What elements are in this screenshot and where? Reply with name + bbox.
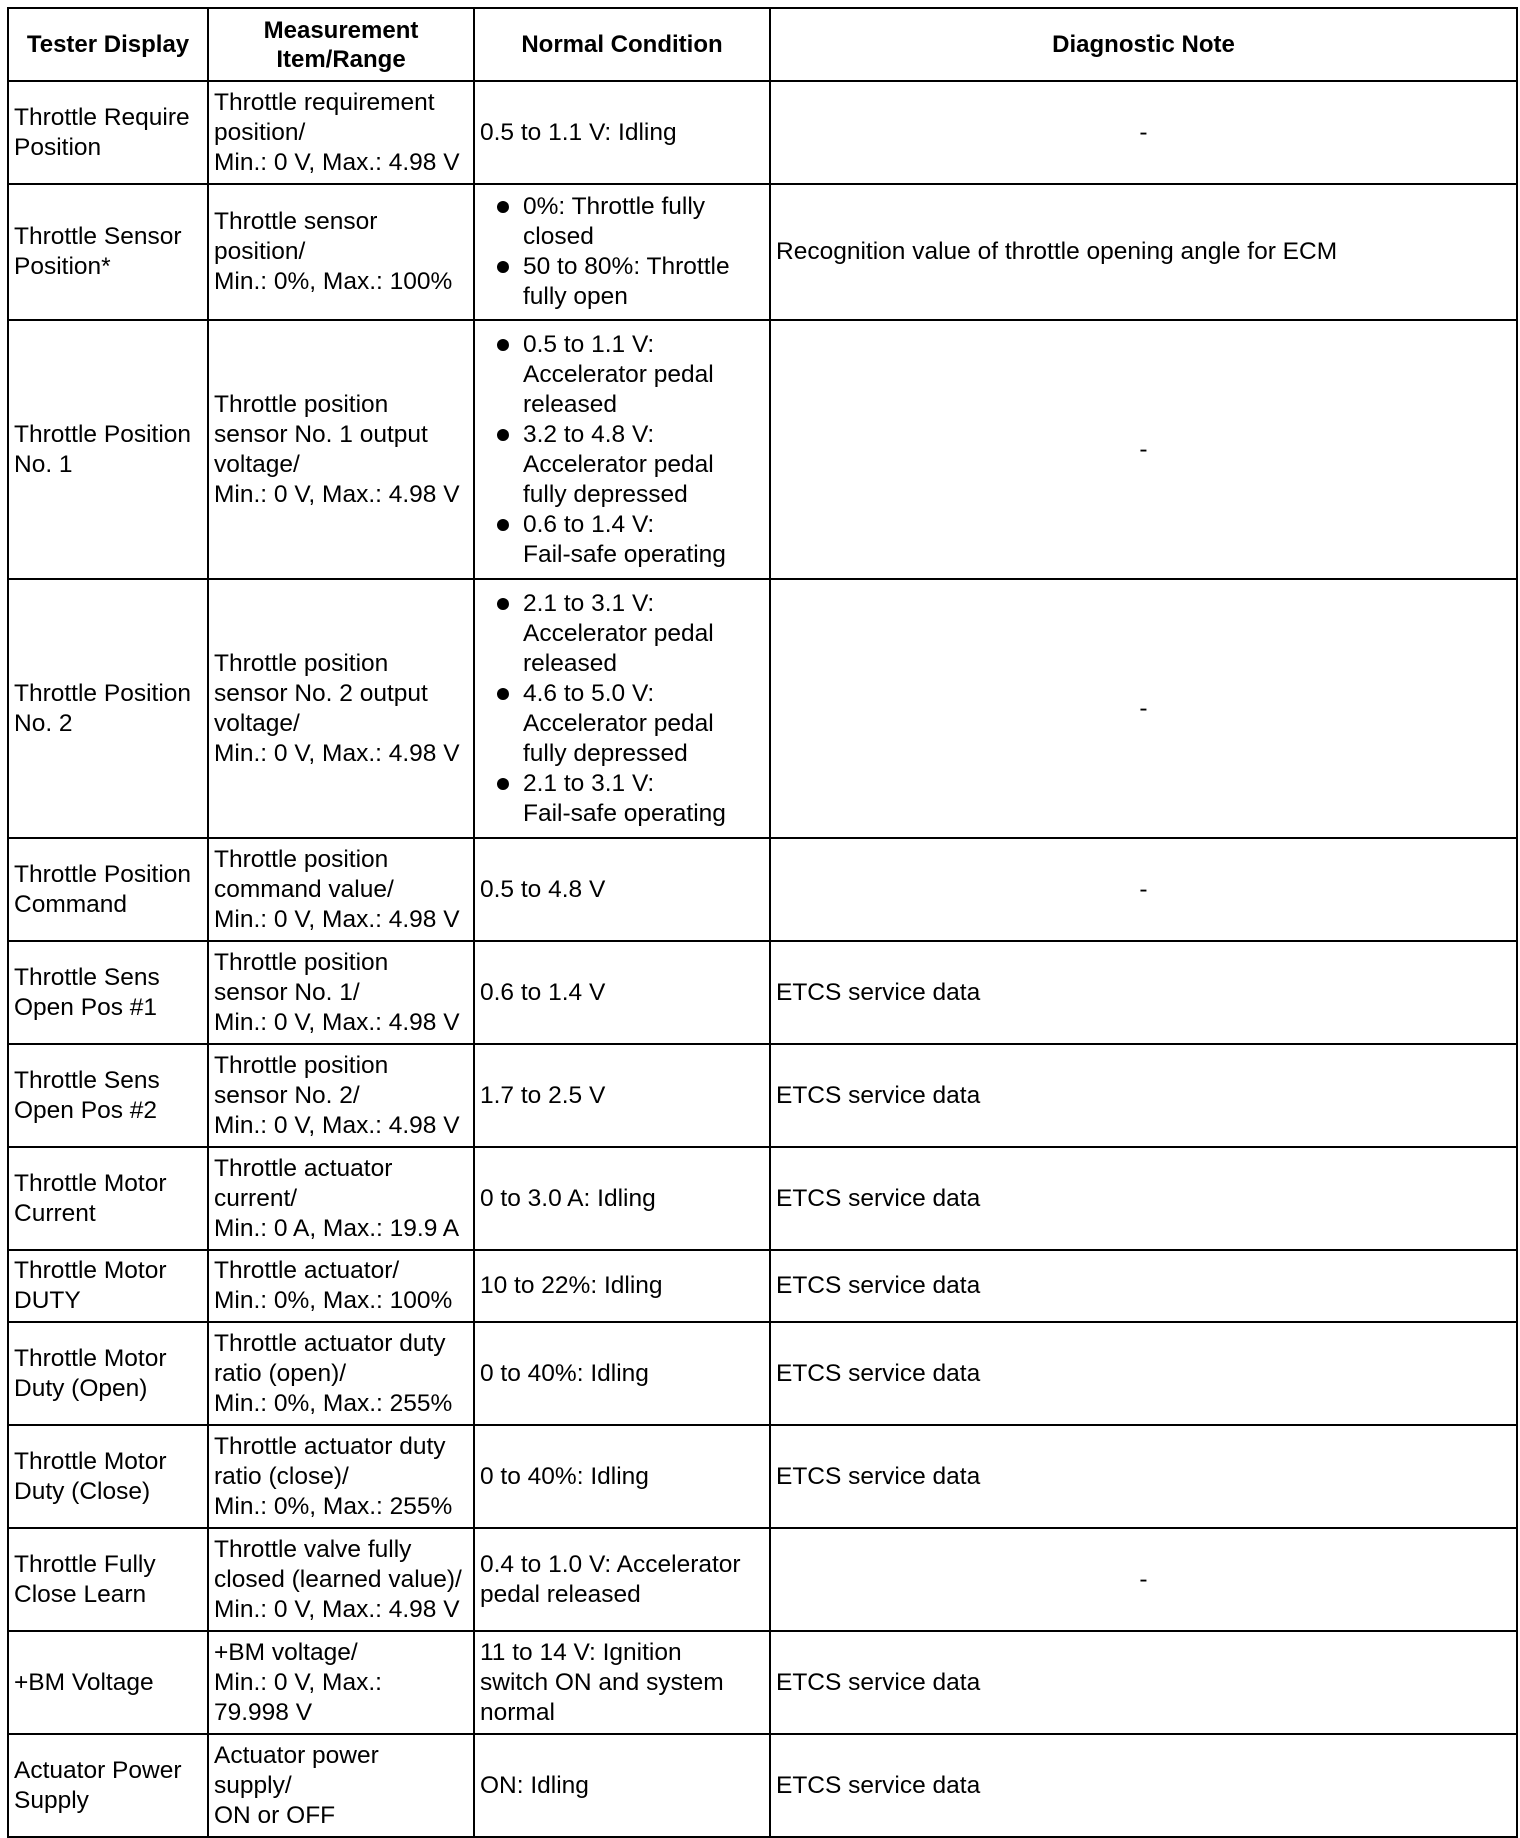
cell-normal-condition: 11 to 14 V: Ignition switch ON and system normal: [474, 1631, 770, 1734]
cell-diagnostic-note: ETCS service data: [770, 1044, 1517, 1147]
header-normal-condition: Normal Condition: [474, 8, 770, 81]
normal-condition-list-item: 4.6 to 5.0 V: Accelerator pedal fully depressed: [480, 679, 764, 769]
table-row: [8, 1147, 1517, 1250]
cell-tester-display: Throttle Require Position: [8, 81, 208, 184]
table-body: [8, 81, 1517, 1837]
cell-diagnostic-note: -: [770, 81, 1517, 184]
cell-normal-condition: 0.6 to 1.4 V: [474, 941, 770, 1044]
cell-tester-display: Throttle Position Command: [8, 838, 208, 941]
normal-condition-list-item: 0.6 to 1.4 V: Fail-safe operating: [480, 510, 764, 570]
normal-condition-list-item: 0.5 to 1.1 V: Accelerator pedal released: [480, 330, 764, 420]
cell-normal-condition: 0.5 to 4.8 V: [474, 838, 770, 941]
cell-measurement-item-range: Throttle actuator/ Min.: 0%, Max.: 100%: [208, 1250, 474, 1322]
normal-condition-list-item: 3.2 to 4.8 V: Accelerator pedal fully depressed: [480, 420, 764, 510]
table-row: [8, 1425, 1517, 1528]
cell-tester-display: Throttle Motor Duty (Open): [8, 1322, 208, 1425]
normal-condition-list-item: 0%: Throttle fully closed: [480, 192, 764, 252]
table-row: [8, 1734, 1517, 1837]
table-row: [8, 1631, 1517, 1734]
table-row: [8, 1044, 1517, 1147]
cell-normal-condition: [474, 184, 770, 320]
cell-normal-condition: [474, 579, 770, 838]
cell-tester-display: Throttle Position No. 2: [8, 579, 208, 838]
normal-condition-list: [480, 330, 764, 570]
cell-tester-display: Throttle Motor Current: [8, 1147, 208, 1250]
table-row: [8, 1322, 1517, 1425]
table-row: [8, 838, 1517, 941]
cell-tester-display: Throttle Sens Open Pos #1: [8, 941, 208, 1044]
table-row: [8, 1528, 1517, 1631]
cell-diagnostic-note: -: [770, 1528, 1517, 1631]
cell-measurement-item-range: Actuator power supply/ ON or OFF: [208, 1734, 474, 1837]
cell-tester-display: Throttle Motor DUTY: [8, 1250, 208, 1322]
cell-measurement-item-range: Throttle sensor position/ Min.: 0%, Max.: 100%: [208, 184, 474, 320]
cell-tester-display: Throttle Sens Open Pos #2: [8, 1044, 208, 1147]
cell-diagnostic-note: ETCS service data: [770, 1425, 1517, 1528]
cell-tester-display: Throttle Motor Duty (Close): [8, 1425, 208, 1528]
cell-normal-condition: 10 to 22%: Idling: [474, 1250, 770, 1322]
cell-normal-condition: 0 to 40%: Idling: [474, 1425, 770, 1528]
normal-condition-list: [480, 192, 764, 312]
cell-measurement-item-range: Throttle position sensor No. 2/ Min.: 0 V, Max.: 4.98 V: [208, 1044, 474, 1147]
cell-diagnostic-note: ETCS service data: [770, 1734, 1517, 1837]
normal-condition-list-item: 2.1 to 3.1 V: Fail-safe operating: [480, 769, 764, 829]
header-diagnostic-note: Diagnostic Note: [770, 8, 1517, 81]
table-row: [8, 941, 1517, 1044]
normal-condition-list-item: 2.1 to 3.1 V: Accelerator pedal released: [480, 589, 764, 679]
cell-measurement-item-range: Throttle actuator duty ratio (open)/ Min.: 0%, Max.: 255%: [208, 1322, 474, 1425]
cell-normal-condition: 0 to 40%: Idling: [474, 1322, 770, 1425]
cell-measurement-item-range: Throttle actuator duty ratio (close)/ Min.: 0%, Max.: 255%: [208, 1425, 474, 1528]
cell-normal-condition: 1.7 to 2.5 V: [474, 1044, 770, 1147]
cell-normal-condition: 0 to 3.0 A: Idling: [474, 1147, 770, 1250]
cell-normal-condition: 0.4 to 1.0 V: Accelerator pedal released: [474, 1528, 770, 1631]
cell-measurement-item-range: Throttle position sensor No. 2 output voltage/ Min.: 0 V, Max.: 4.98 V: [208, 579, 474, 838]
cell-diagnostic-note: -: [770, 838, 1517, 941]
header-measurement-item-range: Measurement Item/Range: [208, 8, 474, 81]
cell-measurement-item-range: Throttle position sensor No. 1/ Min.: 0 V, Max.: 4.98 V: [208, 941, 474, 1044]
data-list-table: [7, 7, 1518, 1838]
table-row: [8, 81, 1517, 184]
cell-tester-display: Actuator Power Supply: [8, 1734, 208, 1837]
header-row: [8, 8, 1517, 81]
table-row: [8, 184, 1517, 320]
cell-normal-condition: 0.5 to 1.1 V: Idling: [474, 81, 770, 184]
cell-diagnostic-note: ETCS service data: [770, 941, 1517, 1044]
table-row: [8, 579, 1517, 838]
cell-normal-condition: ON: Idling: [474, 1734, 770, 1837]
cell-tester-display: Throttle Fully Close Learn: [8, 1528, 208, 1631]
cell-measurement-item-range: Throttle position command value/ Min.: 0 V, Max.: 4.98 V: [208, 838, 474, 941]
cell-measurement-item-range: Throttle position sensor No. 1 output voltage/ Min.: 0 V, Max.: 4.98 V: [208, 320, 474, 579]
cell-diagnostic-note: ETCS service data: [770, 1322, 1517, 1425]
cell-measurement-item-range: Throttle valve fully closed (learned value)/ Min.: 0 V, Max.: 4.98 V: [208, 1528, 474, 1631]
cell-diagnostic-note: ETCS service data: [770, 1147, 1517, 1250]
cell-diagnostic-note: -: [770, 579, 1517, 838]
cell-tester-display: Throttle Position No. 1: [8, 320, 208, 579]
normal-condition-list-item: 50 to 80%: Throttle fully open: [480, 252, 764, 312]
cell-measurement-item-range: Throttle requirement position/ Min.: 0 V, Max.: 4.98 V: [208, 81, 474, 184]
cell-normal-condition: [474, 320, 770, 579]
header-tester-display: Tester Display: [8, 8, 208, 81]
cell-diagnostic-note: -: [770, 320, 1517, 579]
cell-tester-display: Throttle Sensor Position*: [8, 184, 208, 320]
cell-measurement-item-range: Throttle actuator current/ Min.: 0 A, Max.: 19.9 A: [208, 1147, 474, 1250]
cell-tester-display: +BM Voltage: [8, 1631, 208, 1734]
cell-measurement-item-range: +BM voltage/ Min.: 0 V, Max.: 79.998 V: [208, 1631, 474, 1734]
cell-diagnostic-note: ETCS service data: [770, 1631, 1517, 1734]
table-row: [8, 320, 1517, 579]
cell-diagnostic-note: Recognition value of throttle opening angle for ECM: [770, 184, 1517, 320]
cell-diagnostic-note: ETCS service data: [770, 1250, 1517, 1322]
table-row: [8, 1250, 1517, 1322]
normal-condition-list: [480, 589, 764, 829]
data-list-table-container: [7, 7, 1516, 1838]
